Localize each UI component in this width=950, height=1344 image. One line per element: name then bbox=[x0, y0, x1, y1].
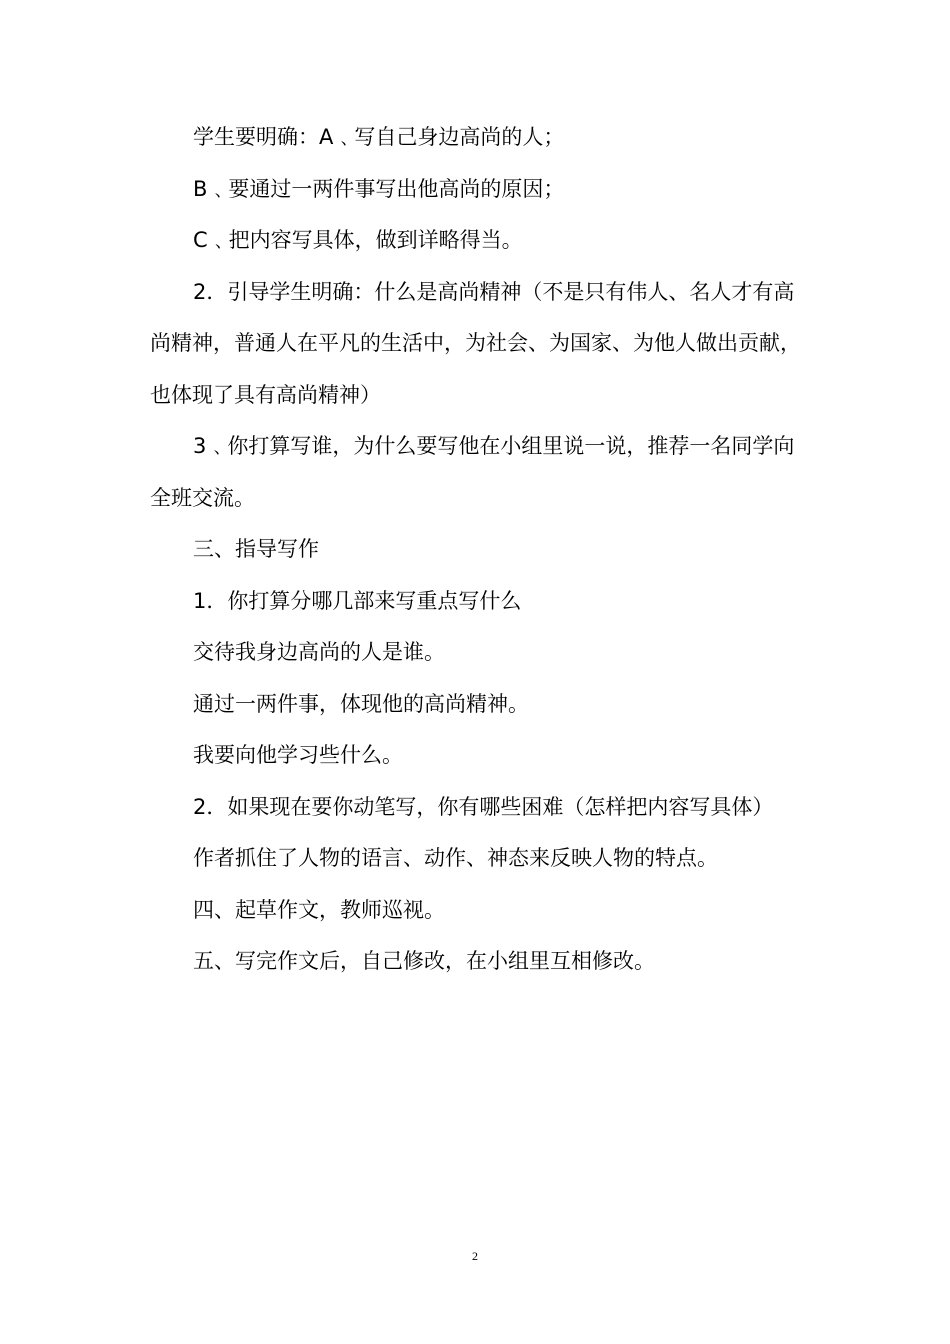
section-heading-writing-guidance: 三、指导写作 bbox=[193, 537, 319, 561]
paragraph-introduce-person: 交待我身边高尚的人是谁。 bbox=[193, 640, 445, 664]
section-heading-drafting: 四、起草作文，教师巡视。 bbox=[193, 897, 445, 922]
page-number: 2 bbox=[472, 1249, 478, 1263]
section-heading-revision: 五、写完作文后，自己修改，在小组里互相修改。 bbox=[193, 949, 655, 973]
paragraph-requirement-b: B﹑要通过一两件事写出他高尚的原因； bbox=[193, 176, 565, 201]
paragraph-student-requirements: 学生要明确：A﹑写自己身边高尚的人； bbox=[193, 125, 565, 149]
paragraph-requirement-c: C﹑把内容写具体，做到详略得当。 bbox=[193, 228, 523, 252]
document-body bbox=[150, 112, 810, 988]
paragraph-character-features: 作者抓住了人物的语言、动作、神态来反映人物的特点。 bbox=[193, 846, 718, 870]
paragraph-noble-spirit: 2．引导学生明确：什么是高尚精神（不是只有伟人、名人才有高尚精神，普通人在平凡的生活中，为社会、为国家、为他人做出贡献，也体现了具有高尚精神） bbox=[150, 279, 801, 407]
paragraph-group-discussion: 3﹑你打算写谁，为什么要写他在小组里说一说，推荐一名同学向全班交流。 bbox=[150, 434, 795, 510]
paragraph-learn-from: 我要向他学习些什么。 bbox=[193, 743, 403, 767]
paragraph-events: 通过一两件事，体现他的高尚精神。 bbox=[193, 691, 529, 716]
paragraph-structure-question: 1．你打算分哪几部来写重点写什么 bbox=[193, 588, 522, 613]
paragraph-difficulties: 2．如果现在要你动笔写，你有哪些困难（怎样把内容写具体） bbox=[193, 794, 774, 819]
